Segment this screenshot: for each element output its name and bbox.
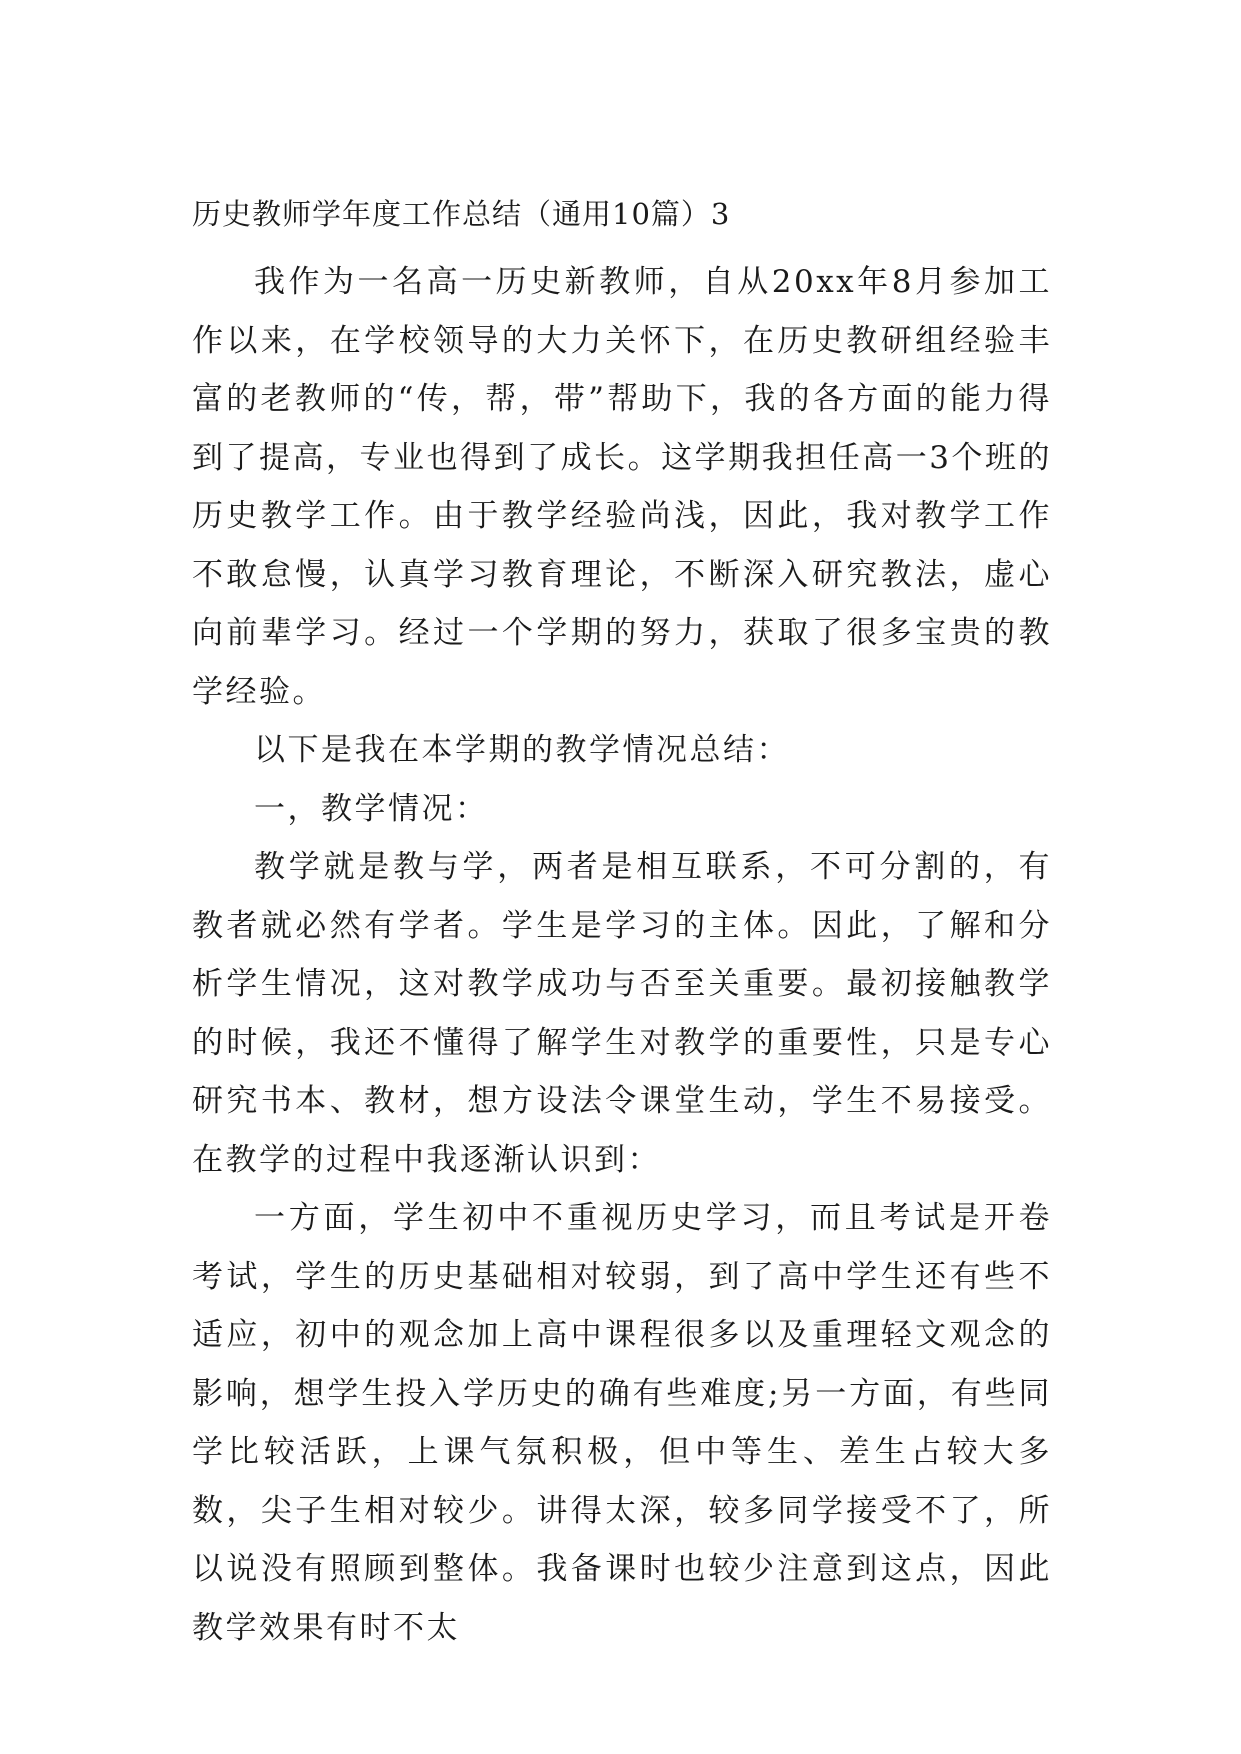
section-heading-teaching: 一，教学情况： bbox=[254, 790, 489, 827]
paragraph-intro: 我作为一名高一历史新教师，自从20xx年8月参加工作以来，在学校领导的大力关怀下，在历史教研组经验丰富的老教师的“传，帮，带”帮助下，我的各方面的能力得到了提高，专业也得到了成长。这学期我担任高一3个班的历史教学工作。由于教学经验尚浅，因此，我对教学工作不敢怠慢，认真学习教育理论，不断深入研究教法，虚心向前辈学习。经过一个学期的努力，获取了很多宝贵的教学经验。 bbox=[192, 264, 1052, 710]
paragraph-student-situation: 一方面，学生初中不重视历史学习，而且考试是开卷考试，学生的历史基础相对较弱，到了高中学生还有些不适应，初中的观念加上高中课程很多以及重理轻文观念的影响，想学生投入学历史的确有些难度;另一方面，有些同学比较活跃，上课气氛积极，但中等生、差生占较大多数，尖子生相对较少。讲得太深，较多同学接受不了，所以说没有照顾到整体。我备课时也较少注意到这点，因此教学效果有时不太 bbox=[192, 1200, 1052, 1646]
document-body bbox=[192, 195, 1052, 1657]
document-title: 历史教师学年度工作总结（通用10篇）3 bbox=[192, 197, 731, 231]
paragraph-summary-lead: 以下是我在本学期的教学情况总结： bbox=[254, 732, 790, 768]
paragraph-teaching-learning: 教学就是教与学，两者是相互联系，不可分割的，有教者就必然有学者。学生是学习的主体。因此，了解和分析学生情况，这对教学成功与否至关重要。最初接触教学的时候，我还不懂得了解学生对教学的重要性，只是专心研究书本、教材，想方设法令课堂生动，学生不易接受。在教学的过程中我逐渐认识到： bbox=[192, 849, 1052, 1178]
